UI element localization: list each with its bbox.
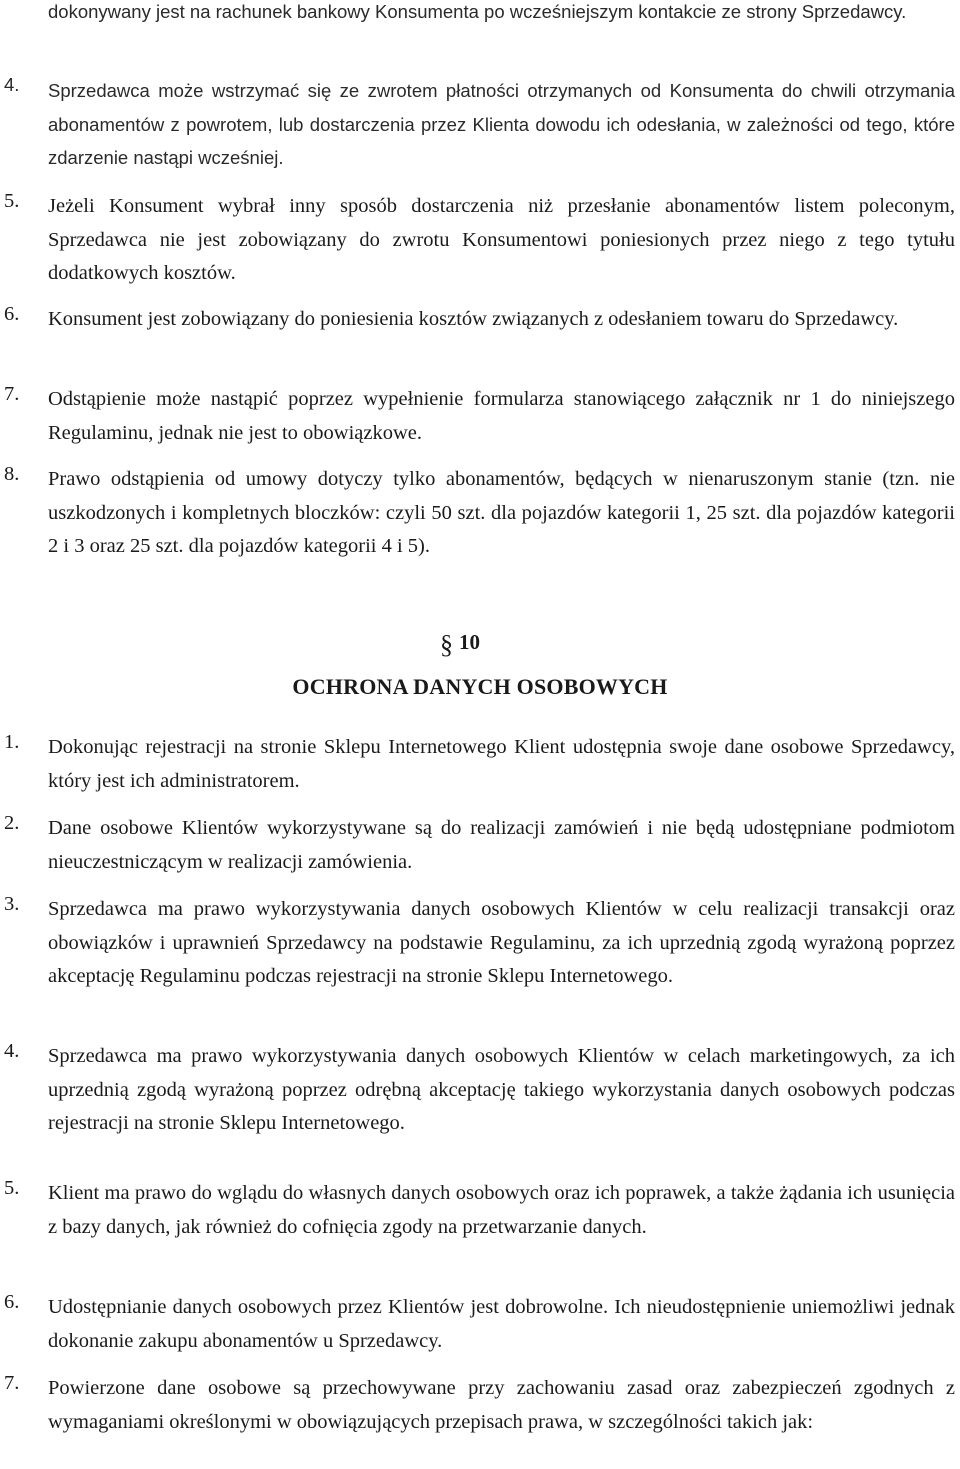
item-number: 7. <box>4 383 20 405</box>
item-text: Konsument jest zobowiązany do poniesienia kosztów związanych z odesłaniem towaru do Sprzedawcy. <box>48 308 899 330</box>
item-number: 7. <box>4 1372 20 1394</box>
item-number: 3. <box>4 893 20 915</box>
item-text: Sprzedawca może wstrzymać się ze zwrotem płatności otrzymanych od Konsumenta do chwili otrzymania abonamentów z powrotem, lub dostarczenia przez Klienta dowodu ich odesłania, w zależności od tego, które zdarzenie nastąpi wcześniej. <box>48 80 955 168</box>
item-number: 4. <box>4 74 20 95</box>
item-text: Jeżeli Konsument wybrał inny sposób dostarczenia niż przesłanie abonamentów listem poleconym, Sprzedawca nie jest zobowiązany do zwrotu Konsumentowi poniesionych przez niego z tego tytułu dodatkowych kosztów. <box>48 195 955 284</box>
item-text: Powierzone dane osobowe są przechowywane przy zachowaniu zasad oraz zabezpieczeń zgodnych z wymaganiami określonymi w obowiązujących przepisach prawa, w szczególności takich jak: <box>48 1377 955 1433</box>
item-number: 5. <box>4 1177 20 1199</box>
item-number: 2. <box>4 812 20 834</box>
item-text: Dane osobowe Klientów wykorzystywane są do realizacji zamówień i nie będą udostępniane podmiotom nieuczestniczącym w realizacji zamówienia. <box>48 817 955 873</box>
item-text: Odstąpienie może nastąpić poprzez wypełnienie formularza stanowiącego załącznik nr 1 do niniejszego Regulaminu, jednak nie jest to obowiązkowe. <box>48 388 955 444</box>
item-number: 5. <box>4 190 20 212</box>
continued-paragraph: dokonywany jest na rachunek bankowy Konsumenta po wcześniejszym kontakcie ze strony Sprzedawcy. <box>48 1 907 22</box>
section-title: OCHRONA DANYCH OSOBOWYCH <box>292 674 668 699</box>
item-text: Prawo odstąpienia od umowy dotyczy tylko abonamentów, będących w nienaruszonym stanie (tzn. nie uszkodzonych i kompletnych bloczków: czyli 50 szt. dla pojazdów kategorii 1, 25 szt. dla pojazdów kategorii 2 i 3 oraz 25 szt. dla pojazdów kategorii 4 i 5). <box>48 468 955 557</box>
item-number: 6. <box>4 303 20 325</box>
section-number <box>440 626 480 659</box>
section-symbol: § <box>440 630 453 659</box>
item-text: Sprzedawca ma prawo wykorzystywania danych osobowych Klientów w celu realizacji transakcji oraz obowiązków i uprawnień Sprzedawcy na podstawie Regulaminu, za ich uprzednią zgodą wyrażoną poprzez akceptację Regulaminu podczas rejestracji na stronie Sklepu Internetowego. <box>48 898 955 987</box>
item-text: Udostępnianie danych osobowych przez Klientów jest dobrowolne. Ich nieudostępnienie uniemożliwi jednak dokonanie zakupu abonamentów u Sprzedawcy. <box>48 1296 955 1352</box>
item-number: 4. <box>4 1040 20 1062</box>
item-text: Klient ma prawo do wglądu do własnych danych osobowych oraz ich poprawek, a także żądania ich usunięcia z bazy danych, jak również do cofnięcia zgody na przetwarzanie danych. <box>48 1182 955 1238</box>
item-number: 1. <box>4 731 20 753</box>
section-number-value: 10 <box>459 630 480 654</box>
item-text: Sprzedawca ma prawo wykorzystywania danych osobowych Klientów w celach marketingowych, za ich uprzednią zgodą wyrażoną poprzez odrębną akceptację takiego wykorzystania danych osobowych podczas rejestracji na stronie Sklepu Internetowego. <box>48 1045 955 1134</box>
item-number: 8. <box>4 463 20 485</box>
item-text: Dokonując rejestracji na stronie Sklepu Internetowego Klient udostępnia swoje dane osobowe Sprzedawcy, który jest ich administratorem. <box>48 736 955 792</box>
item-number: 6. <box>4 1291 20 1313</box>
